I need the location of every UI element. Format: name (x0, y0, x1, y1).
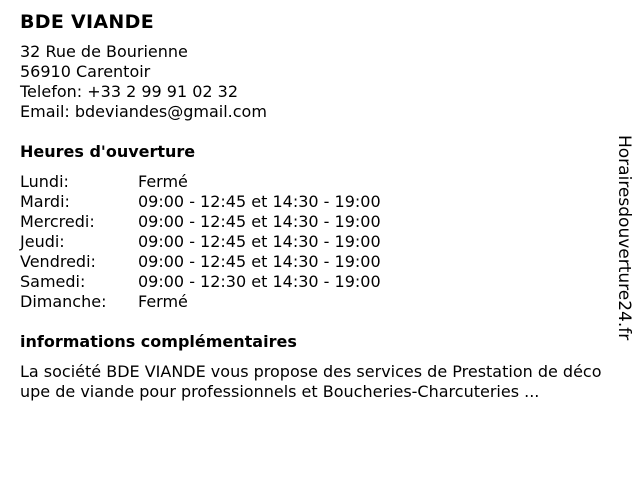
day-label: Vendredi: (20, 252, 96, 271)
email-address: Email: bdeviandes@gmail.com (20, 102, 267, 121)
info-heading: informations complémentaires (20, 332, 297, 351)
opening-hours-table (20, 172, 620, 312)
day-hours: Fermé (138, 172, 188, 191)
phone-number: Telefon: +33 2 99 91 02 32 (20, 82, 239, 101)
day-label: Samedi: (20, 272, 86, 291)
hours-row-friday (20, 252, 620, 272)
opening-hours-heading: Heures d'ouverture (20, 142, 196, 161)
day-hours: 09:00 - 12:45 et 14:30 - 19:00 (138, 212, 381, 231)
day-label: Jeudi: (20, 232, 65, 251)
day-label: Lundi: (20, 172, 69, 191)
hours-row-sunday (20, 292, 620, 312)
hours-row-thursday (20, 232, 620, 252)
day-hours: 09:00 - 12:30 et 14:30 - 19:00 (138, 272, 381, 291)
business-card (20, 10, 620, 402)
day-hours: 09:00 - 12:45 et 14:30 - 19:00 (138, 252, 381, 271)
day-label: Mercredi: (20, 212, 95, 231)
hours-row-wednesday (20, 212, 620, 232)
address-city: 56910 Carentoir (20, 62, 151, 81)
address-street: 32 Rue de Bourienne (20, 42, 188, 61)
day-label: Dimanche: (20, 292, 107, 311)
day-hours: 09:00 - 12:45 et 14:30 - 19:00 (138, 232, 381, 251)
hours-row-monday (20, 172, 620, 192)
day-label: Mardi: (20, 192, 70, 211)
site-watermark: Horairesdouverture24.fr (614, 135, 634, 341)
day-hours: Fermé (138, 292, 188, 311)
business-name: BDE VIANDE (20, 11, 154, 33)
hours-row-tuesday (20, 192, 620, 212)
day-hours: 09:00 - 12:45 et 14:30 - 19:00 (138, 192, 381, 211)
hours-row-saturday (20, 272, 620, 292)
info-description: La société BDE VIANDE vous propose des services de Prestation de découpe de viande pour professionnels et Boucheries-Charcuteries ... (20, 362, 602, 401)
